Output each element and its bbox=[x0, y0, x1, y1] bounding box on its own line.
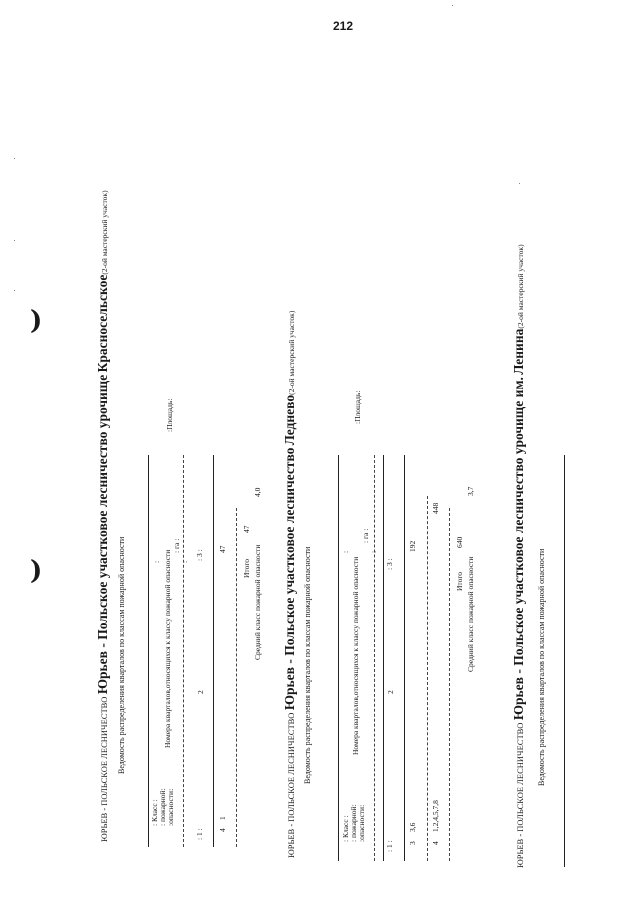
table-rule bbox=[427, 496, 428, 861]
section-heading bbox=[96, 190, 111, 842]
unit-note: (2-ой мастерский участок) bbox=[287, 310, 296, 395]
class-header-3: : 3 : bbox=[195, 549, 204, 561]
class-header-2: 2 bbox=[196, 690, 205, 694]
col-area-header: :Площадь: bbox=[165, 398, 174, 432]
forestry-caps: ЮРЬЕВ - ПОЛЬСКОЕ ЛЕСНИЧЕСТВО bbox=[286, 712, 296, 858]
avg-label: Средний класс пожарной опасности bbox=[466, 556, 475, 672]
col-ha-header: : га : bbox=[172, 538, 181, 553]
avg-value: 4,0 bbox=[253, 487, 262, 497]
scan-speck bbox=[14, 290, 15, 291]
page-number: 212 bbox=[333, 19, 354, 33]
total-value: 47 bbox=[242, 525, 251, 533]
place-name: Леднево bbox=[282, 394, 297, 446]
class-header-1: : 1 : bbox=[195, 828, 204, 840]
col-numbers-header: Номера кварталов,относящихся к классу пожарной опасности bbox=[351, 556, 360, 755]
table-subtitle: Ведомость распределения кварталов по классам пожарной опасности bbox=[117, 536, 126, 774]
col-class-line2: : пожарной: bbox=[158, 788, 167, 826]
binder-mark-bottom: ) bbox=[30, 556, 43, 586]
forestry-bold: Юрьев - Польское участковое лесничество урочище bbox=[95, 374, 110, 695]
row4-quarters: 1,2,4,5,7,8 bbox=[431, 800, 440, 832]
header-colon: : bbox=[152, 560, 161, 563]
avg-label: Средний класс пожарной опасности bbox=[253, 544, 262, 660]
table-rule bbox=[383, 455, 384, 861]
col-class-line3: :опасности: bbox=[357, 804, 366, 842]
unit-note: (2-ой мастерский участок) bbox=[516, 244, 525, 329]
col-class-line2: : пожарной: bbox=[349, 804, 358, 842]
table-rule bbox=[564, 455, 565, 867]
table-subtitle: Ведомость распределения кварталов по классам пожарной опасности bbox=[537, 548, 546, 786]
row-area: 47 bbox=[218, 545, 227, 553]
forestry-caps: ЮРЬЕВ - ПОЛЬСКОЕ ЛЕСНИЧЕСТВО bbox=[99, 696, 109, 842]
forestry-bold: Юрьев - Польское участковое лесничество bbox=[282, 447, 297, 711]
table-rule bbox=[148, 455, 149, 847]
table-rule bbox=[213, 455, 214, 847]
class-header-1: : 1 : bbox=[385, 840, 394, 852]
section-heading bbox=[512, 244, 527, 868]
col-ha-header: : га : bbox=[361, 528, 370, 543]
binder-mark-top: ) bbox=[30, 306, 43, 336]
place-name: Красносельское bbox=[95, 274, 110, 373]
row-class: 4 bbox=[218, 828, 227, 832]
forestry-caps: ЮРЬЕВ - ПОЛЬСКОЕ ЛЕСНИЧЕСТВО bbox=[515, 722, 525, 868]
table-rule bbox=[449, 508, 450, 861]
scan-speck bbox=[519, 183, 520, 184]
scan-speck bbox=[14, 158, 15, 159]
table-rule bbox=[374, 455, 375, 861]
row3-quarters: 3,6 bbox=[408, 822, 417, 832]
scan-speck bbox=[452, 5, 453, 6]
row4-area: 448 bbox=[431, 502, 440, 514]
total-label: Итого bbox=[242, 559, 251, 578]
col-class-line3: :опасности: bbox=[166, 788, 175, 826]
row-quarters: 1 bbox=[218, 816, 227, 820]
header-colon: : bbox=[180, 560, 189, 563]
total-label: Итого bbox=[455, 572, 464, 591]
place-name: Ленина bbox=[511, 328, 526, 375]
col-numbers-header: Номера кварталов,относящихся к классу пожарной опасности bbox=[163, 549, 172, 748]
col-class-line1: : Класс : bbox=[150, 799, 159, 826]
row3-area: 192 bbox=[408, 540, 417, 552]
unit-note: (2-ой мастерский участок) bbox=[100, 190, 109, 275]
table-subtitle: Ведомость распределения кварталов по классам пожарной опасности bbox=[303, 546, 312, 784]
forestry-bold: Юрьев - Польское участковое лесничество урочище им. bbox=[511, 377, 526, 721]
table-rule bbox=[338, 455, 339, 861]
col-class-line1: : Класс : bbox=[341, 815, 350, 842]
header-colon: : bbox=[341, 550, 350, 553]
table-rule bbox=[236, 508, 237, 847]
class-header-3: : 3 : bbox=[385, 558, 394, 570]
table-rule bbox=[183, 455, 184, 847]
avg-value: 3,7 bbox=[466, 486, 475, 496]
section-heading bbox=[283, 311, 298, 858]
class-header-2: 2 bbox=[386, 690, 395, 694]
header-colon: : bbox=[369, 550, 378, 553]
total-value: 640 bbox=[455, 536, 464, 548]
table-rule bbox=[404, 455, 405, 861]
scan-speck bbox=[14, 240, 15, 241]
col-area-header: :Площадь: bbox=[353, 390, 362, 424]
row3-class: 3 bbox=[408, 841, 417, 845]
row4-class: 4 bbox=[431, 841, 440, 845]
